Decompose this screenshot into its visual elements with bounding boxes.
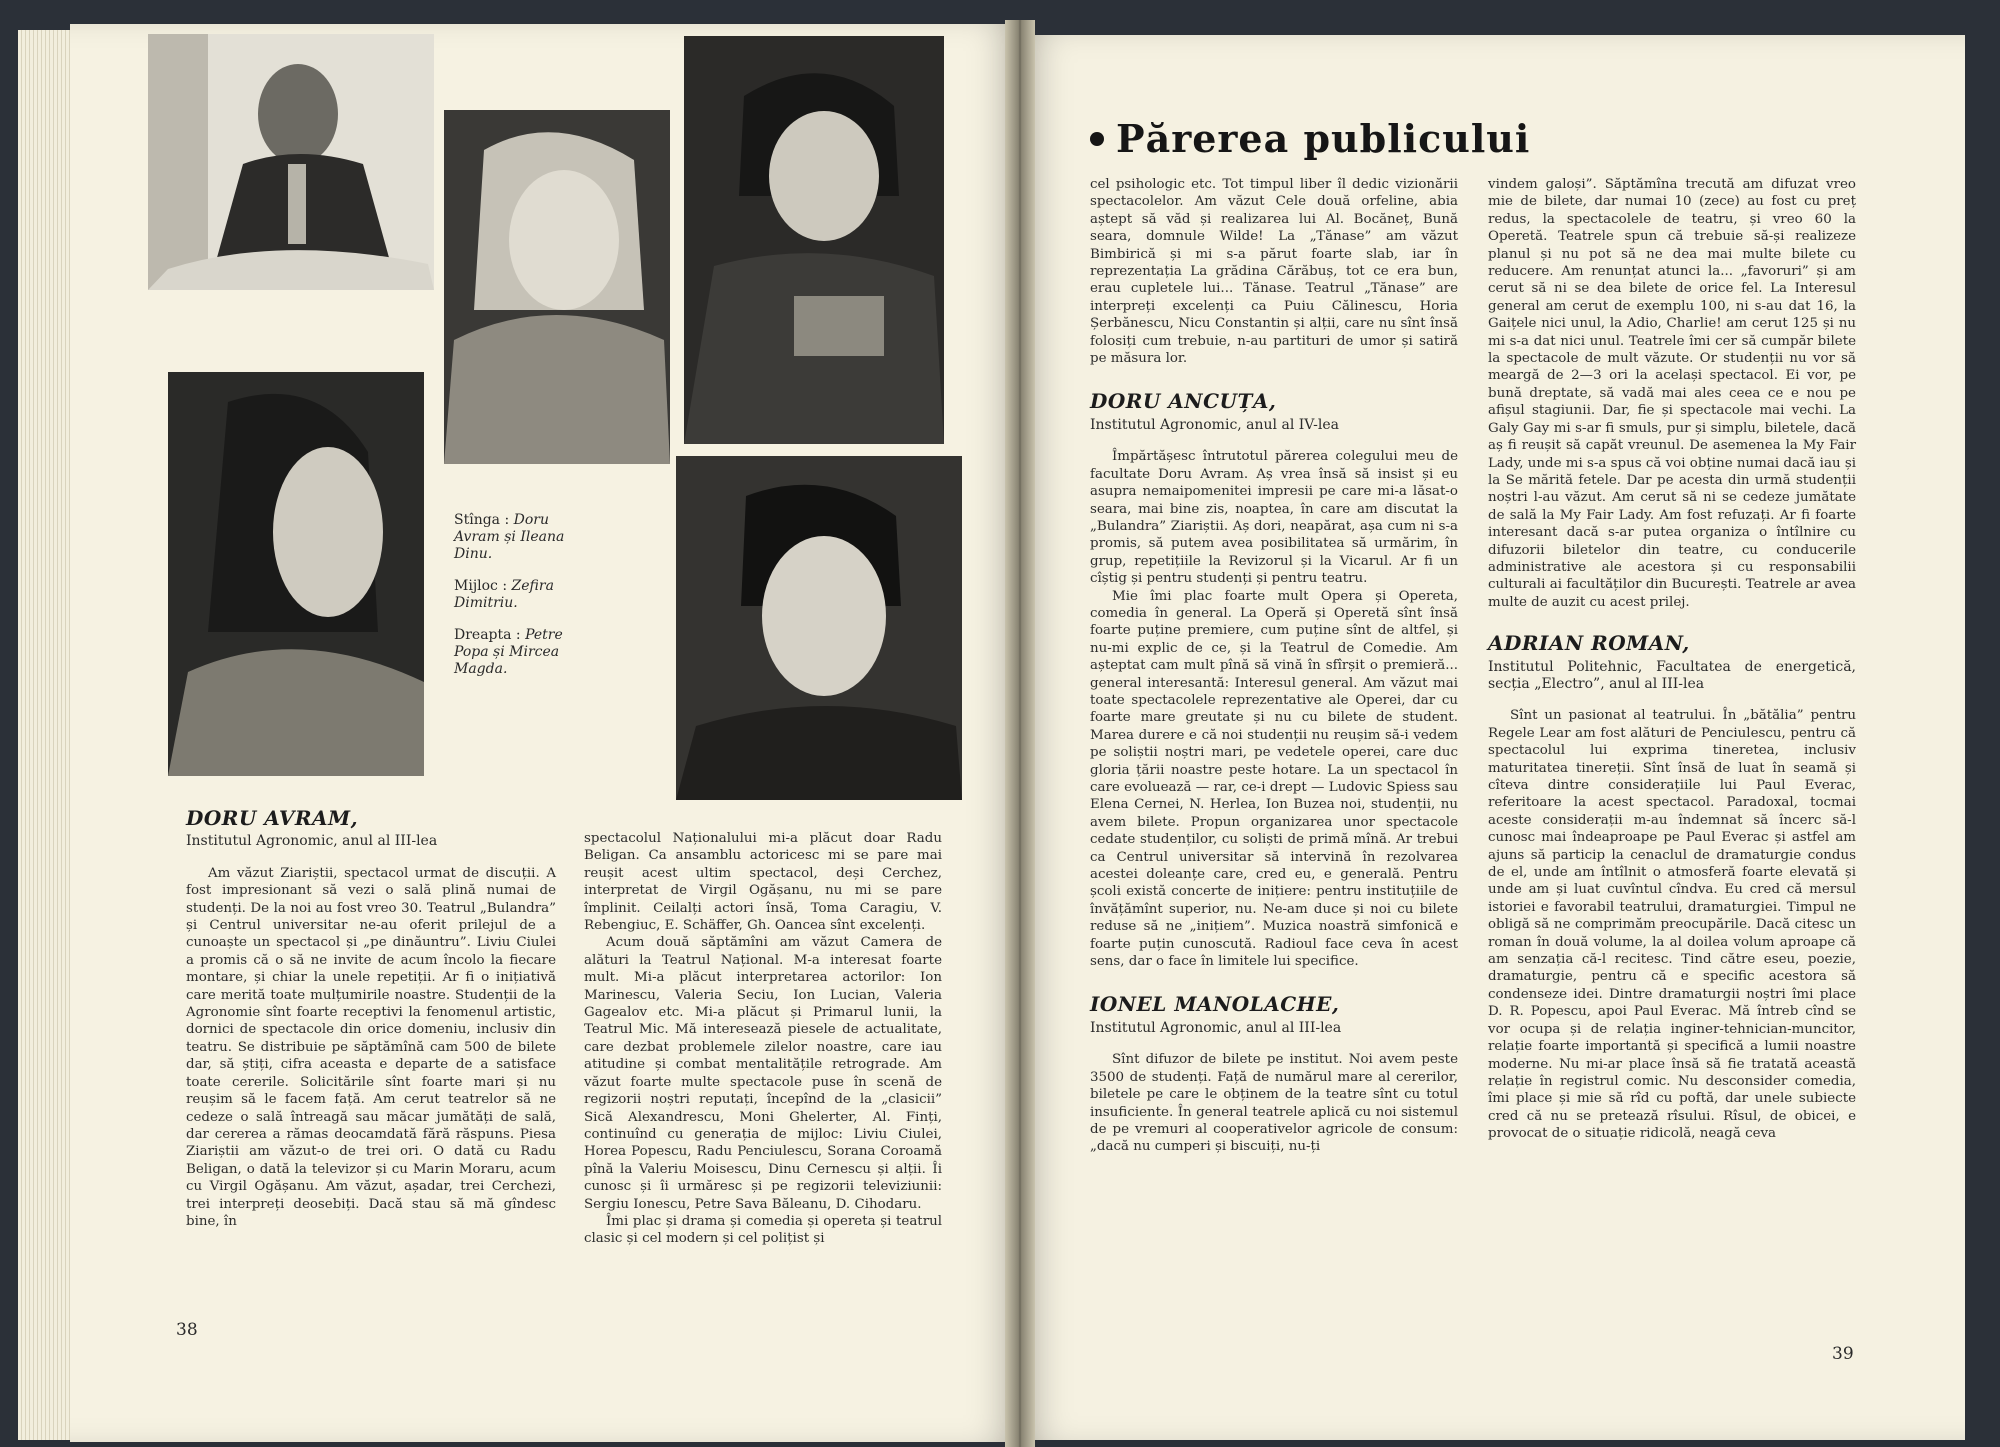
page-heading: [1090, 116, 1530, 161]
book-cover-edge: [1040, 0, 2000, 36]
paragraph: Sînt difuzor de bilete pe institut. Noi avem peste 3500 de studenți. Față de numărul mare al cererilor, biletele pe care le obținem de la teatre sînt cu totul insuficiente. În general teatrele aplică cu noi sistemul de pe vremuri al cooperativelor agricole de consum: „dacă nu cumperi și biscuiți, nu-ți: [1090, 1052, 1458, 1155]
book-gutter: [1005, 20, 1035, 1447]
author-name: ADRIAN ROMAN,: [1488, 631, 1690, 656]
page-edges: [18, 30, 78, 1440]
article-doru-avram-col2: [584, 830, 942, 1248]
author-affiliation: Institutul Agronomic, anul al III-lea: [186, 833, 438, 850]
caption-names: Petre Popa și Mircea Magda.: [454, 627, 563, 677]
page-number-left: 38: [176, 1320, 198, 1340]
photo-ileana-dinu: [168, 372, 424, 776]
paragraph: Acum două săptămîni am văzut Camera de alături la Teatrul Național. M-a interesat foarte mult. Mi-a plăcut interpretarea actorilor: Ion Marinescu, Valeria Seciu, Ion Lucian, Valeria Gagealov etc. Mi-a plăcut și Primarul lunii, la Teatrul Mic. Mă interesează piesele de actualitate, care dezbat problemele zilelor noastre, care iau atitudine și combat mentalitățile retrograde. Am văzut foarte multe spectacole puse în scenă de regizorii noștri reputați, începînd de la „clasicii” Sică Alexandrescu, Moni Ghelerter, Al. Finți, continuînd cu generația de mijloc: Liviu Ciulei, Horea Popescu, Radu Penciulescu, Sorana Coroamă pînă la Valeriu Moisescu, Dinu Cernescu și alții. Îi cunosc și îi urmăresc și pe regizorii televiziunii: Sergiu Ionescu, Petre Sava Băleanu, D. Cihodaru.: [584, 935, 942, 1212]
paragraph: cel psihologic etc. Tot timpul liber îl dedic vizionării spectacolelor. Am văzut Cele două orfeline, abia aștept să văd și realizarea lui Al. Bocăneț, Bună seara, domnule Wilde! La „Tănase” am văzut Bimbirică și mi s-a părut foarte slab, iar în reprezentația La grădina Cărăbuș, tot ce era bun, erau cupletele lui... Tănase. Teatrul „Tănase” are interpreți excelenți ca Puiu Călinescu, Horia Șerbănescu, Nicu Constantin și alții, care nu sînt însă folosiți cum trebuie, n-au partituri de umor și satiră pe măsura lor.: [1090, 177, 1458, 367]
photo-petre-popa: [684, 36, 944, 444]
paragraph: Am văzut Ziariștii, spectacol urmat de discuții. A fost impresionant să vezi o sală plină numai de studenți. De la noi au fost vreo 30. Teatrul „Bulandra” și Centrul universitar ne-au oferit prilejul de a cunoaște un spectacol și „pe dinăuntru”. Liviu Ciulei a promis că o să ne invite de acum încolo la fiecare montare, și chiar la unele repetiții. Ar fi o inițiativă care merită toate mulțumirile noastre. Studenții de la Agronomie sînt foarte receptivi la fenomenul artistic, dornici de spectacole din orice domeniu, inclusiv din teatru. Se distribuie pe săptămînă cam 500 de bilete dar, să știți, cifra aceasta e departe de a satisface toate cererile. Solicitările sînt foarte mari și nu reușim să le facem față. Am cerut teatrelor să ne cedeze o sală întreagă sau măcar jumătăți de sală, dar cererea a rămas deocamdată fără răspuns. Piesa Ziariștii am văzut-o de trei ori. O dată cu Radu Beligan, o dată la televizor și cu Marin Moraru, acum cu Virgil Ogășanu. Am văzut, așadar, trei Cerchezi, trei interpreți deosebiți. Dacă stau să mă gîndesc bine, în: [186, 865, 556, 1229]
photo-doru-avram: [148, 34, 434, 290]
author-name: DORU AVRAM,: [186, 806, 359, 830]
caption-label: Stînga :: [454, 512, 510, 528]
page-number-right: 39: [1832, 1344, 1854, 1364]
paragraph: spectacolul Naționalului mi-a plăcut doar Radu Beligan. Ca ansamblu actoricesc mi se pare mai reușit acest ultim spectacol, deși Cerchez, interpretat de Virgil Ogășanu, nu mi se pare împlinit. Ceilalți actori însă, Toma Caragiu, V. Rebengiuc, E. Schäffer, Gh. Oancea sînt excelenți.: [584, 831, 942, 934]
author-affiliation: Institutul Agronomic, anul al III-lea: [1090, 1019, 1342, 1036]
paragraph: Îmi plac și drama și comedia și opereta și teatrul clasic și cel modern și cel polițist și: [584, 1213, 942, 1247]
heading-text: Părerea publicului: [1116, 116, 1531, 161]
paragraph: Împărtășesc întrutotul părerea colegului meu de facultate Doru Avram. Aș vrea însă să insist și eu asupra nemaipomenitei impresii pe care mi-a lăsat-o seara, mai bine zis, noaptea, în care am discutat la „Bulandra” Ziariștii. Aș dori, neapărat, așa cum ni s-a promis, să putem avea posibilitatea să urmărim, în grup, repetițiile la Revizorul și la Vicarul. Ar fi un cîștig și pentru studenți și pentru teatru.: [1090, 449, 1458, 587]
author-name: IONEL MANOLACHE,: [1090, 992, 1340, 1017]
photo-caption: [454, 512, 584, 693]
paragraph: vindem galoși”. Săptămîna trecută am difuzat vreo mie de bilete, dar numai 10 (zece) au fost cu preț redus, la spectacolele de teatru, și vreo 60 la Operetă. Teatrele spun că trebuie să-și realizeze planul și nu pot să ne dea mai multe bilete cu reducere. Am renunțat atunci la... „favoruri” și am cerut să ni se dea bilete de orice fel. La Interesul general am cerut de exemplu 100, ni s-au dat 16, la Gaițele nici unul, la Adio, Charlie! am cerut 125 și nu mi s-a dat nici unul. Teatrele îmi cer să cumpăr bilete la spectacole de mult văzute. Or studenții nu vor să meargă de 2—3 ori la același spectacol. Ei vor, pe bună dreptate, să vadă mai ales ceea ce e nou pe afișul stagiunii. Dar, fie și spectacole mai vechi. La Galy Gay mi s-ar fi smuls, pur și simplu, biletele, dacă aș fi reușit să capăt vreunul. De asemenea la My Fair Lady, unde mi s-a spus că voi obține numai dacă iau și la Se mărită fetele. Dar pe acesta din urmă studenții noștri l-au văzut. Am cerut să ni se cedeze jumătate de sală la My Fair Lady. Am fost refuzați. Ar fi foarte interesant dacă s-ar putea organiza o întîlnire cu difuzorii biletelor din teatre, cu conducerile administrative ale acestora și cu responsabilii culturali ai facultăților din București. Teatrele ar avea multe de auzit cu acest prilej.: [1488, 177, 1856, 610]
caption-names: Zefira Dimitriu.: [454, 578, 554, 611]
right-col2: [1488, 176, 1856, 1143]
author-name: DORU ANCUȚA,: [1090, 389, 1277, 414]
paragraph: Mie îmi plac foarte mult Opera și Opereta, comedia în general. La Operă și Operetă sînt însă foarte puține premiere, cum puține sînt de altfel, și nu-mi explic de ce, și la Teatrul de Comedie. Am așteptat cam mult pînă să vină în sfîrșit o premieră... general interesantă: Interesul general. Am văzut mai toate spectacolele reprezentative ale Operei, dar cu foarte mare greutate și nu cu bilete de student. Marea durere e că noi studenții nu reușim să-i vedem pe soliștii noștri mari, pe vedetele operei, care duc gloria țării noastre peste hotare. La un spectacol în care evoluează — rar, ce-i drept — Ludovic Spiess sau Elena Cernei, N. Herlea, Ion Buzea noi, studenții, nu avem bilete. Propun organizarea unor spectacole cedate studenților, cu soliști de primă mînă. Ar trebui ca Centrul universitar să intervină în rezolvarea acestei doleanțe care, cred eu, e generală. Pentru școli există concerte de inițiere: pentru instituțiile de învățămînt superior, nu. Ne-am duce și noi cu bilete reduse să ne „inițiem”. Muzica noastră simfonică e foarte puțin cunoscută. Radioul face ceva în acest sens, dar o face în limitele lui specifice.: [1090, 588, 1458, 970]
article-doru-avram-col1: [186, 806, 556, 1230]
author-affiliation: Institutul Agronomic, anul al IV-lea: [1090, 416, 1339, 433]
caption-names: Doru Avram și Ileana Dinu.: [454, 512, 565, 562]
photo-mircea-magda: [676, 456, 962, 800]
photo-zefira-dimitriu: [444, 110, 670, 464]
caption-label: Dreapta :: [454, 627, 521, 643]
bullet-icon: [1090, 132, 1104, 146]
paragraph: Sînt un pasionat al teatrului. În „bătălia” pentru Regele Lear am fost alături de Penciulescu, pentru că spectacolul lui exprima tineretea, inclusiv maturitatea tinereții. Sînt însă de luat în seamă și cîteva dintre considerațiile lui Paul Everac, referitoare la acest spectacol. Paradoxal, tocmai aceste considerații m-au îndemnat să încerc să-l cunosc mai îndeaproape pe Paul Everac și astfel am ajuns să particip la cenaclul de dramaturgie condus de el, unde am întîlnit o atmosferă foarte elevată și unde am și luat cuvîntul cîndva. Eu cred că mersul istoriei e favorabil teatrului, dramaturgiei. Timpul ne obligă să ne comprimăm preocupările. Dacă citesc un roman în două volume, la al doilea volum aproape că am senzația că-l recitesc. Tind către eseu, poezie, dramaturgie, pentru că e specific acestora să condenseze idei. Dintre dramaturgii noștri îmi place D. R. Popescu, apoi Paul Everac. Mă întreb cînd se vor ocupa și de relația inginer-tehnician-muncitor, relație foarte importantă și specifică a lumii noastre moderne. Nu mi-ar place însă să fie tratată această relație în registrul comic. Nu desconsider comedia, îmi place și mie să rîd cu poftă, dar unele subiecte cred că nu se pretează rîsului. Rîsul, de obicei, e provocat de o situație ridicolă, neagă ceva: [1488, 708, 1856, 1142]
right-col1: [1090, 176, 1458, 1156]
author-affiliation: Institutul Politehnic, Facultatea de energetică, secția „Electro”, anul al III-lea: [1488, 658, 1856, 692]
caption-label: Mijloc :: [454, 578, 508, 594]
